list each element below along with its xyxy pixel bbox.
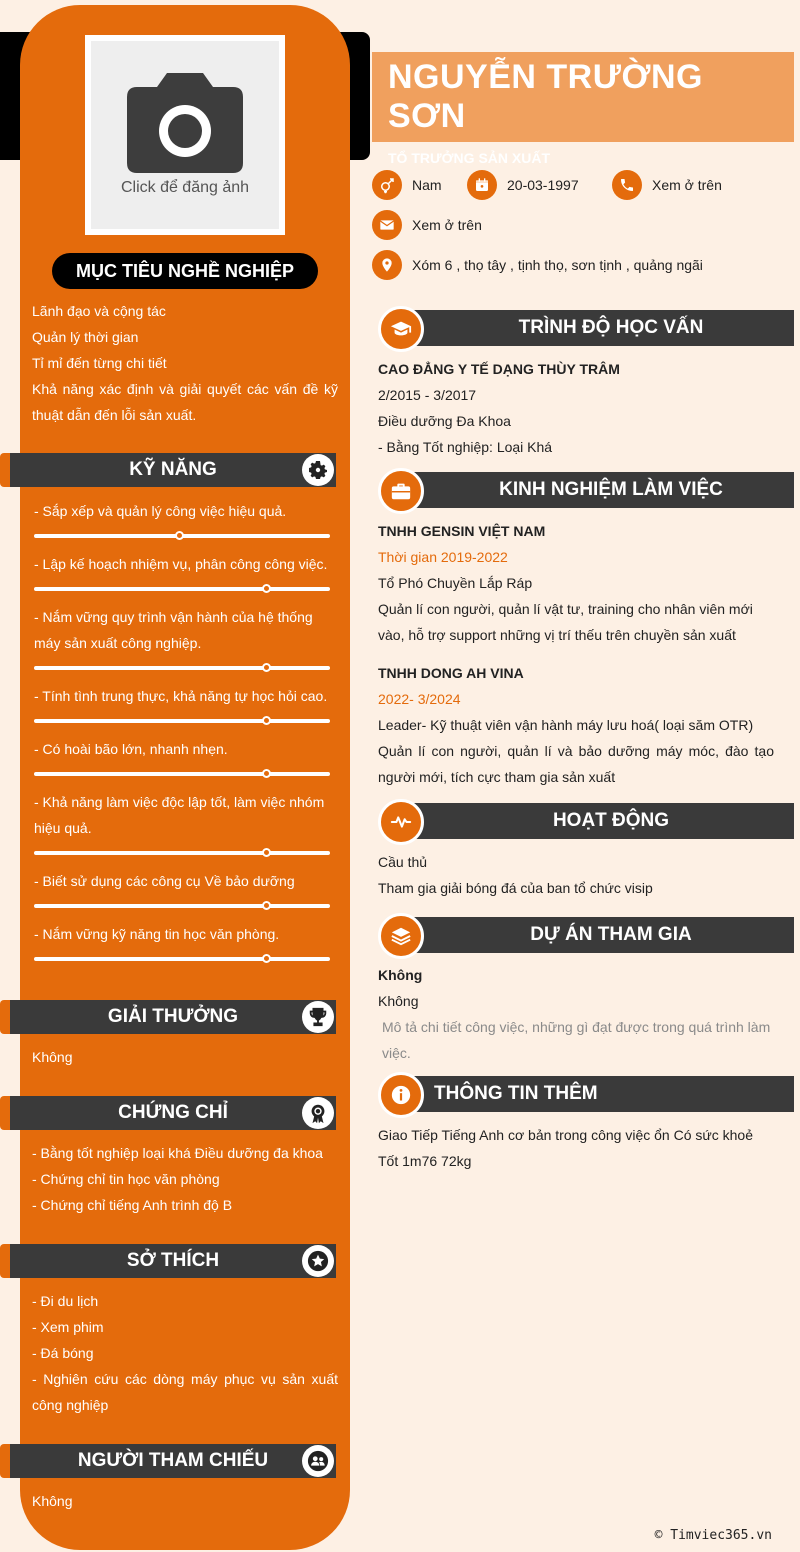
objective-line: Quản lý thời gian [32,329,139,345]
skill-bar [34,666,330,670]
objective-title: MỤC TIÊU NGHỀ NGHIỆP [52,253,318,289]
hobby-item: - Đá bóng [32,1345,94,1361]
projects-content [378,962,774,1066]
project-name: Không [378,967,423,983]
education-period: 2/2015 - 3/2017 [378,387,477,403]
education-content [378,356,774,460]
activity-line: Tham gia giải bóng đá của ban tổ chức visip [378,880,653,896]
project-description-placeholder[interactable]: Mô tả chi tiết công việc, những gì đạt được trong quá trình làm việc. [382,1019,771,1061]
star-icon [302,1245,334,1277]
extra-info-header [378,1074,794,1114]
job-title: TỔ TRƯỞNG SẢN XUẤT [388,150,550,166]
education-header [378,308,794,348]
layers-icon [378,913,424,959]
job-description: Quản lí con người, quản lí vật tư, training cho nhân viên mới vào, hỗ trợ support những vị trí thếu trên chuyền sản xuất [378,601,753,643]
education-title: TRÌNH ĐỘ HỌC VẤN [408,310,794,346]
objective-content [32,298,338,428]
skill-bar [34,534,330,538]
hobbies-list [32,1288,338,1418]
skill-item [34,921,330,961]
name-header [372,52,794,166]
avatar-placeholder[interactable] [91,41,279,229]
avatar-upload[interactable] [85,35,285,235]
skill-label: - Biết sử dụng các công cụ Về bảo dưỡng [34,873,295,889]
extra-info-title: THÔNG TIN THÊM [408,1076,794,1112]
job-description: Quản lí con người, quản lí và bảo dưỡng máy móc, đào tạo người mới, tích cực tham gia sản xuất [378,743,774,785]
school-name: CAO ĐẲNG Y TẾ DẠNG THÙY TRÂM [378,361,620,377]
skill-level-dot [262,769,271,778]
company-name: TNHH GENSIN VIỆT NAM [378,523,546,539]
job-position: Tổ Phó Chuyền Lắp Ráp [378,575,533,591]
skill-item [34,551,330,591]
hobbies-title: SỞ THÍCH [126,1250,220,1271]
phone-value: Xem ở trên [652,177,722,193]
briefcase-icon [378,468,424,514]
section-notch [0,453,10,487]
certificates-header [10,1096,336,1130]
skills-title: KỸ NĂNG [129,459,217,480]
activities-header [378,801,794,841]
candidate-name: NGUYỄN TRƯỜNG SƠN [388,58,703,135]
camera-icon [127,73,243,173]
skill-level-dot [262,848,271,857]
activities-content [378,849,774,901]
skill-level-dot [262,901,271,910]
skill-bar [34,719,330,723]
email-row [372,210,482,240]
job-entry [378,660,774,790]
education-note: - Bằng Tốt nghiệp: Loại Khá [378,439,553,455]
skill-level-dot [262,954,271,963]
email-value: Xem ở trên [412,217,482,233]
objective-line: Tỉ mỉ đến từng chi tiết [32,355,167,371]
phone-row [612,170,722,200]
company-name: TNHH DONG AH VINA [378,665,524,681]
certificate-item: - Chứng chỉ tin học văn phòng [32,1171,220,1187]
skill-label: - Nắm vững kỹ năng tin học văn phòng. [34,926,280,942]
email-icon [372,210,402,240]
hobby-item: - Nghiên cứu các dòng máy phục vụ sản xuất công nghiệp [32,1371,338,1413]
skill-label: - Khả năng làm việc độc lập tốt, làm việc nhóm hiệu quả. [34,794,325,836]
skill-bar [34,772,330,776]
references-title: NGƯỜI THAM CHIẾU [77,1450,269,1471]
skill-item [34,498,330,538]
gender-icon [372,170,402,200]
job-entry [378,518,774,648]
skill-bar [34,587,330,591]
skill-level-dot [262,663,271,672]
skill-label: - Lập kế hoạch nhiệm vụ, phân công công việc. [34,556,328,572]
awards-header [10,1000,336,1034]
skill-item [34,789,330,855]
objective-paragraph: Khả năng xác định và giải quyết các vấn đề kỹ thuật dẫn đến lỗi sản xuất. [32,381,338,423]
info-icon [378,1072,424,1118]
references-header [10,1444,336,1478]
job-period: Thời gian 2019-2022 [378,549,508,565]
skill-item [34,683,330,723]
hobbies-header [10,1244,336,1278]
references-text: Không [32,1493,73,1509]
certificate-item: - Bằng tốt nghiệp loại khá Điều dưỡng đa khoa [32,1145,323,1161]
skill-level-dot [262,716,271,725]
hobby-item: - Đi du lịch [32,1293,99,1309]
section-notch [0,1244,10,1278]
education-major: Điều dưỡng Đa Khoa [378,413,511,429]
skill-label: - Có hoài bão lớn, nhanh nhẹn. [34,741,228,757]
location-pin-icon [372,250,402,280]
address-value: Xóm 6 , thọ tây , tịnh thọ, sơn tịnh , quảng ngãi [412,257,703,273]
users-icon [302,1445,334,1477]
experience-title: KINH NGHIỆM LÀM VIỆC [408,472,794,508]
skill-bar [34,851,330,855]
medal-icon [302,1097,334,1129]
phone-icon [612,170,642,200]
activity-line: Cầu thủ [378,854,428,870]
section-notch [0,1000,10,1034]
dob-value: 20-03-1997 [507,177,579,193]
skill-bar [34,957,330,961]
skill-label: - Tính tình trung thực, khả năng tự học hỏi cao. [34,688,328,704]
gender-value: Nam [412,177,442,193]
avatar-label: Click để đăng ảnh [120,179,250,196]
graduation-cap-icon [378,306,424,352]
certificates-title: CHỨNG CHỈ [118,1102,228,1123]
experience-header [378,470,794,510]
trophy-icon [302,1001,334,1033]
address-row [372,250,703,280]
skill-item [34,604,330,670]
certificate-item: - Chứng chỉ tiếng Anh trình độ B [32,1197,233,1213]
pulse-icon [378,799,424,845]
skill-level-dot [175,531,184,540]
project-role: Không [378,993,419,1009]
projects-title: DỰ ÁN THAM GIA [408,917,794,953]
gear-icon [302,454,334,486]
footer-copyright: © Timviec365.vn [654,1528,772,1543]
skill-level-dot [262,584,271,593]
activities-title: HOẠT ĐỘNG [408,803,794,839]
skill-label: - Sắp xếp và quản lý công việc hiệu quả. [34,503,287,519]
job-position: Leader- Kỹ thuật viên vận hành máy lưu hoá( loại săm OTR) [378,717,754,733]
dob-row [467,170,579,200]
left-sidebar [20,5,350,1550]
awards-title: GIẢI THƯỞNG [107,1006,239,1027]
section-notch [0,1444,10,1478]
calendar-icon [467,170,497,200]
projects-header [378,915,794,955]
certificates-list [32,1140,338,1218]
skill-item [34,868,330,908]
skill-bar [34,904,330,908]
awards-text: Không [32,1049,73,1065]
gender-row [372,170,442,200]
objective-line: Lãnh đạo và cộng tác [32,303,166,319]
skill-item [34,736,330,776]
hobby-item: - Xem phim [32,1319,104,1335]
extra-info-text: Giao Tiếp Tiếng Anh cơ bản trong công việc ổn Có sức khoẻ Tốt 1m76 72kg [378,1127,753,1169]
skills-header [10,453,336,487]
section-notch [0,1096,10,1130]
job-period: 2022- 3/2024 [378,691,461,707]
skill-label: - Nắm vững quy trình vận hành của hệ thống máy sản xuất công nghiệp. [34,609,313,651]
